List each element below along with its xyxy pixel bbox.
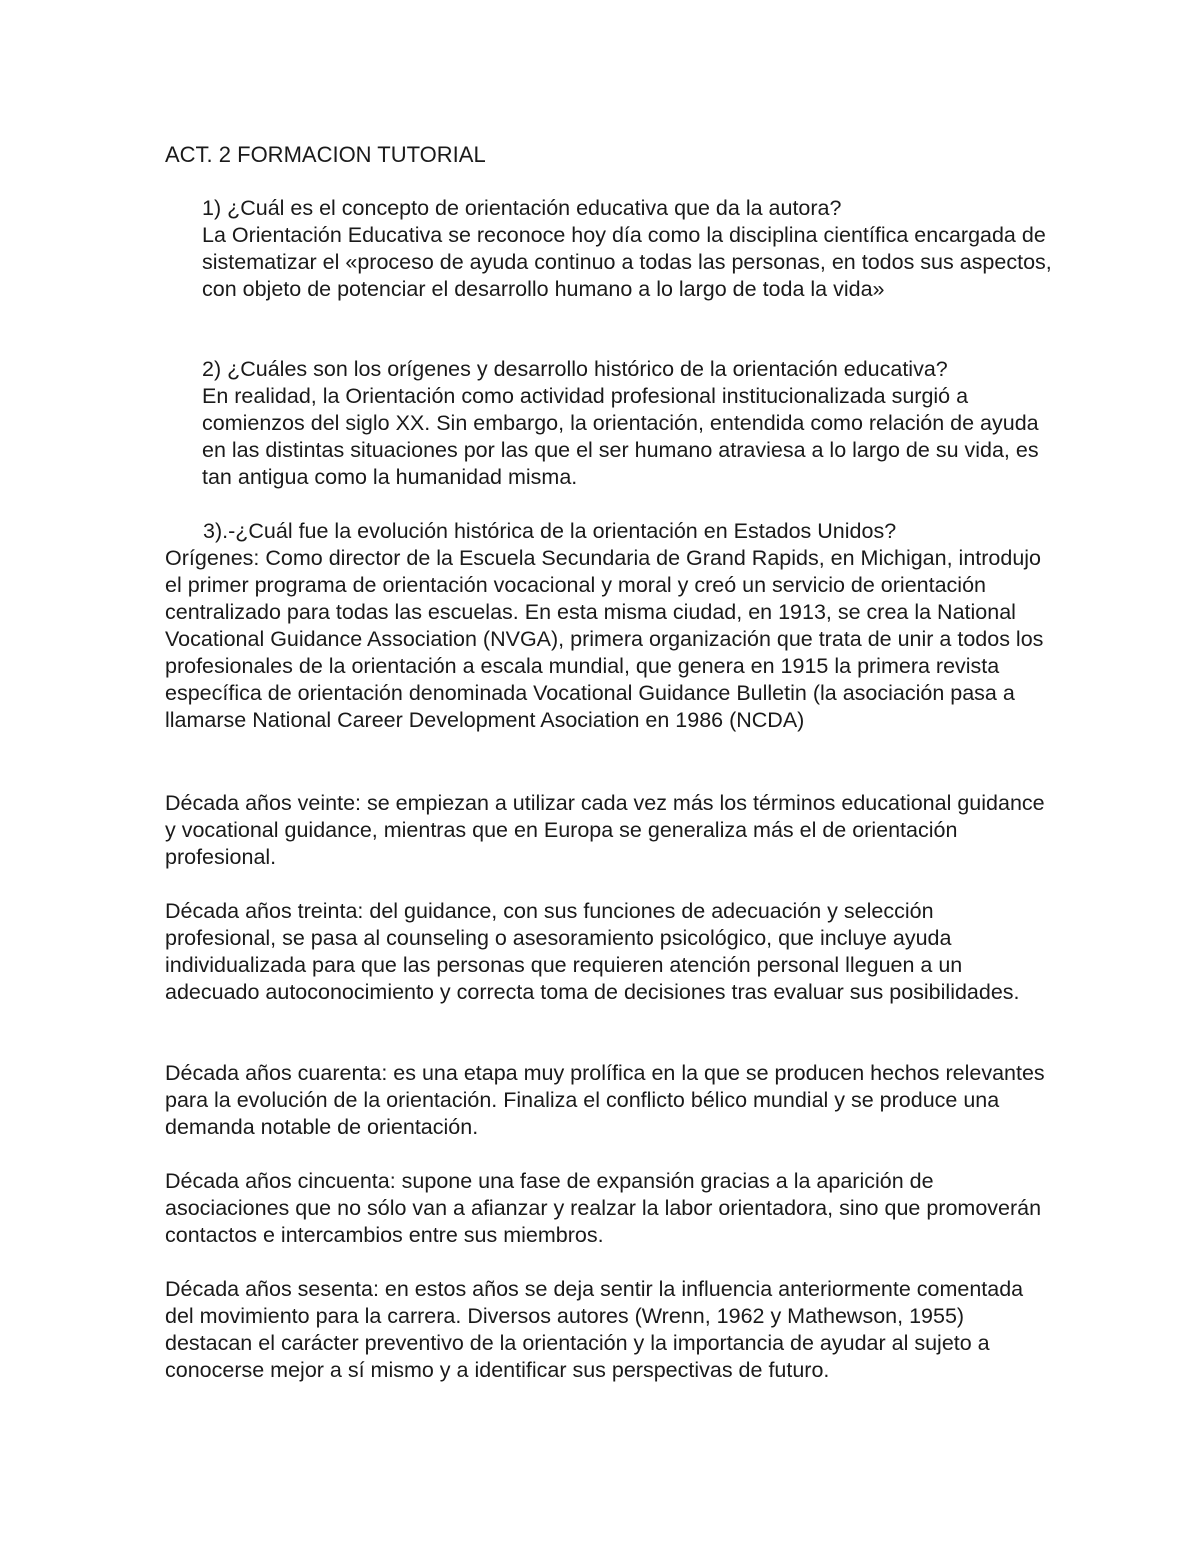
question-3-text: 3).-¿Cuál fue la evolución histórica de la orientación en Estados Unidos? [203, 519, 897, 543]
document-title: ACT. 2 FORMACION TUTORIAL [165, 142, 486, 167]
answer-2-text: En realidad, la Orientación como actividad profesional institucionalizada surgió a comienzos del siglo XX. Sin embargo, la orientación, entendida como relación de ayuda en las distintas situaciones por las que el ser humano atraviesa a lo largo de su vida, es tan antigua como la humanidad misma. [202, 384, 1039, 489]
decade-fifties-paragraph: Década años cincuenta: supone una fase de expansión gracias a la aparición de asociaciones que no sólo van a afianzar y realzar la labor orientadora, sino que promoverán contactos e intercambios entre sus miembros. [165, 1169, 1042, 1247]
answer-3-text: Orígenes: Como director de la Escuela Secundaria de Grand Rapids, en Michigan, introdujo el primer programa de orientación vocacional y moral y creó un servicio de orientación centralizado para todas las escuelas. En esta misma ciudad, en 1913, se crea la National Vocational Guidance Association (NVGA), primera organización que trata de unir a todos los profesionales de la orientación a escala mundial, que genera en 1915 la primera revista específica de orientación denominada Vocational Guidance Bulletin (la asociación pasa a llamarse National Career Development Asociation en 1986 (NCDA) [165, 546, 1044, 732]
decade-twenties-paragraph: Década años veinte: se empiezan a utilizar cada vez más los términos educational guidance y vocational guidance, mientras que en Europa se generaliza más el de orientación profesional. [165, 791, 1045, 869]
question-2-block [202, 356, 1062, 491]
decade-forties-paragraph: Década años cuarenta: es una etapa muy prolífica en la que se producen hechos relevantes para la evolución de la orientación. Finaliza el conflicto bélico mundial y se produce una demanda notable de orientación. [165, 1061, 1045, 1139]
question-1-text: 1) ¿Cuál es el concepto de orientación educativa que da la autora? [202, 196, 842, 220]
question-2-text: 2) ¿Cuáles son los orígenes y desarrollo histórico de la orientación educativa? [202, 357, 948, 381]
question-1-block [202, 195, 1062, 303]
question-3-block [165, 518, 1045, 734]
decade-thirties-paragraph: Década años treinta: del guidance, con sus funciones de adecuación y selección profesional, se pasa al counseling o asesoramiento psicológico, que incluye ayuda individualizada para que las personas que requieren atención personal lleguen a un adecuado autoconocimiento y correcta toma de decisiones tras evaluar sus posibilidades. [165, 899, 1020, 1004]
answer-1-text: La Orientación Educativa se reconoce hoy día como la disciplina científica encargada de sistematizar el «proceso de ayuda continuo a todas las personas, en todos sus aspectos, con objeto de potenciar el desarrollo humano a lo largo de toda la vida» [202, 223, 1052, 301]
decade-sixties-paragraph: Década años sesenta: en estos años se deja sentir la influencia anteriormente comentada del movimiento para la carrera. Diversos autores (Wrenn, 1962 y Mathewson, 1955) destacan el carácter preventivo de la orientación y la importancia de ayudar al sujeto a conocerse mejor a sí mismo y a identificar sus perspectivas de futuro. [165, 1277, 1024, 1382]
